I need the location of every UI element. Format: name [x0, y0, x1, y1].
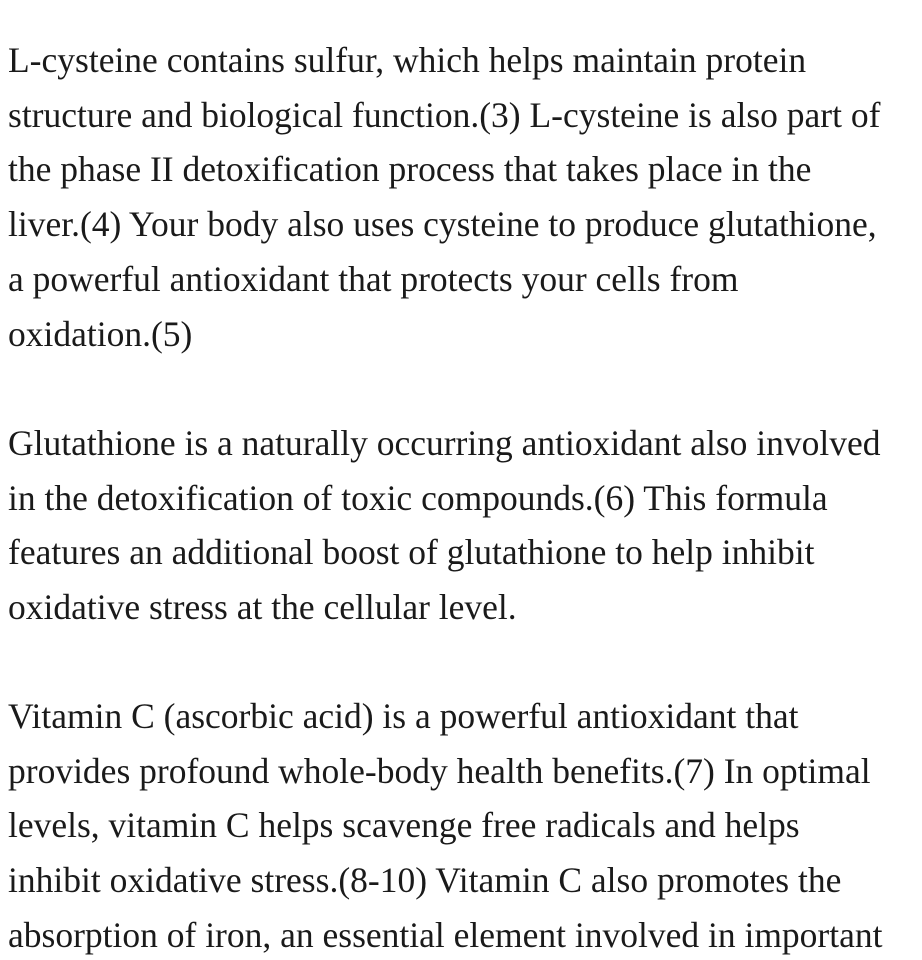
text-line: liver.(4) Your body also uses cysteine to produce glutathione, — [8, 204, 877, 245]
text-line: in the detoxification of toxic compounds.(6) This formula — [8, 477, 828, 518]
text-line: provides profound whole-body health benefits.(7) In optimal — [8, 750, 871, 791]
text-line: the phase II detoxification process that takes place in the — [8, 149, 812, 190]
text-line: absorption of iron, an essential element involved in important — [8, 914, 883, 955]
text-line: Vitamin C (ascorbic acid) is a powerful antioxidant that — [8, 696, 799, 736]
text-line: structure and biological function.(3) L-cysteine is also part of — [8, 94, 881, 135]
text-line: features an additional boost of glutathione to help inhibit — [8, 532, 815, 573]
paragraph-l-cysteine — [8, 33, 880, 361]
text-line: L-cysteine contains sulfur, which helps maintain protein — [8, 40, 807, 80]
text-line: levels, vitamin C helps scavenge free radicals and helps — [8, 805, 800, 846]
text-line: a powerful antioxidant that protects your cells from — [8, 258, 739, 299]
text-line: Glutathione is a naturally occurring antioxidant also involved — [8, 423, 881, 463]
paragraph-glutathione — [8, 416, 881, 635]
paragraph-vitamin-c — [8, 689, 882, 960]
text-line: oxidation.(5) — [8, 313, 193, 354]
text-line: oxidative stress at the cellular level. — [8, 587, 517, 628]
text-line: inhibit oxidative stress.(8-10) Vitamin C also promotes the — [8, 860, 842, 901]
